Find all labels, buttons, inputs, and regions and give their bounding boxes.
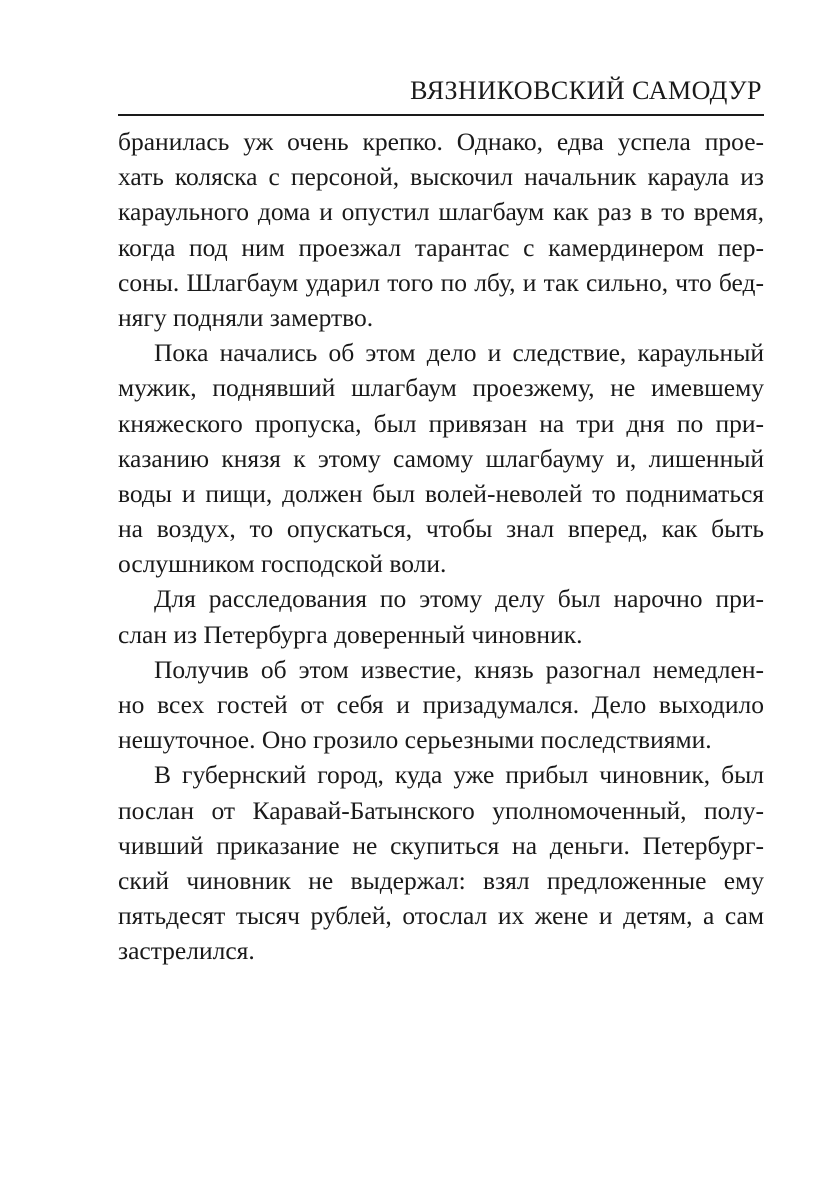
text-line: мужик, поднявший шлагбаум проезжему, не имевшему bbox=[118, 373, 764, 403]
text-line: княжеского пропуска, был привязан на три дня по при- bbox=[118, 408, 764, 438]
text-line: нягу подняли замертво. bbox=[118, 302, 374, 332]
text-line: послан от Каравай-Батынского уполномоченный, полу- bbox=[118, 795, 764, 825]
text-line: бранилась уж очень крепко. Однако, едва успела прое- bbox=[118, 127, 764, 156]
text-line: когда под ним проезжал тарантас с камердинером пер- bbox=[118, 232, 764, 262]
text-line: караульного дома и опустил шлагбаум как раз в то время, bbox=[118, 197, 764, 227]
text-line: В губернский город, куда уже прибыл чиновник, был bbox=[154, 760, 764, 790]
text-line: соны. Шлагбаум ударил того по лбу, и так сильно, что бед- bbox=[118, 267, 764, 297]
text-line: но всех гостей от себя и призадумался. Дело выходило bbox=[118, 690, 764, 719]
text-line: застрелился. bbox=[118, 936, 255, 966]
text-line: воды и пищи, должен был волей-неволей то подниматься bbox=[118, 478, 764, 508]
text-line: на воздух, то опускаться, чтобы знал вперед, как быть bbox=[118, 514, 764, 544]
text-line: казанию князя к этому самому шлагбауму и, лишенный bbox=[118, 443, 764, 473]
text-line: Для расследования по этому делу был нарочно при- bbox=[154, 584, 764, 614]
text-line: хать коляска с персоной, выскочил начальник караула из bbox=[118, 162, 764, 192]
text-line: Пока начались об этом дело и следствие, караульный bbox=[154, 338, 764, 368]
text-line: ослушником господской воли. bbox=[118, 549, 447, 579]
text-line: чивший приказание не скупиться на деньги. Петербург- bbox=[118, 830, 764, 860]
text-line: слан из Петербурга доверенный чиновник. bbox=[118, 619, 583, 649]
running-header-title: ВЯЗНИКОВСКИЙ САМОДУР bbox=[410, 76, 762, 105]
running-header bbox=[118, 72, 764, 116]
text-line: пятьдесят тысяч рублей, отослал их жене и детям, а сам bbox=[118, 901, 764, 931]
text-line: ский чиновник не выдержал: взял предложенные ему bbox=[118, 865, 764, 895]
text-line: Получив об этом известие, князь разогнал немедлен- bbox=[154, 654, 764, 684]
text-line: нешуточное. Оно грозило серьезными последствиями. bbox=[118, 725, 712, 755]
page-body bbox=[118, 124, 764, 969]
